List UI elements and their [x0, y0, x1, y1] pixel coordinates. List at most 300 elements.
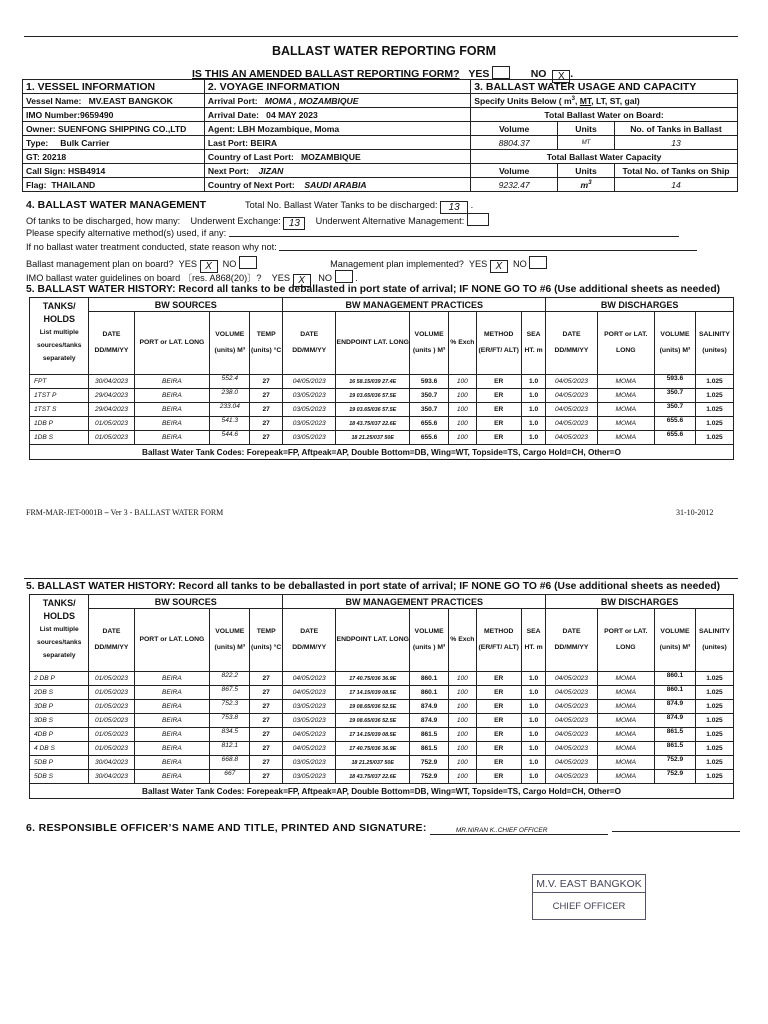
practice-date-cell: 03/05/2023 — [283, 403, 336, 417]
total-discharge-label: Total No. Ballast Water Tanks to be discharged: — [245, 200, 438, 210]
method-cell: ER — [476, 728, 521, 742]
discharge-volume-cell: 861.5 — [654, 742, 695, 756]
discharge-port-cell: MOMA — [597, 728, 654, 742]
discharge-date-cell: 04/05/2023 — [546, 389, 597, 403]
source-temp-header-2: TEMP (units) °C — [250, 609, 283, 672]
discharge-port-cell: MOMA — [597, 403, 654, 417]
volume-header-1: Volume — [471, 122, 558, 136]
discharge-port-cell: MOMA — [597, 431, 654, 445]
stamp-line-2: CHIEF OFFICER — [552, 901, 626, 912]
endpoint-cell: 18 43.75/037 22.6E — [336, 417, 410, 431]
tanks-holds-label: TANKS/ HOLDS — [42, 301, 76, 324]
page2-rule — [24, 578, 738, 579]
exch-cell: 100 — [449, 431, 477, 445]
salinity-cell: 1.025 — [695, 403, 733, 417]
temp-cell: 27 — [250, 728, 283, 742]
discharge-port-header-2: PORT or LAT. LONG — [597, 609, 654, 672]
gt-label: GT: — [26, 151, 40, 162]
source-port-cell: BEIRA — [134, 375, 210, 389]
agent: LBH Mozambique, Moma — [237, 123, 340, 134]
discharge-volume-cell: 655.6 — [654, 431, 695, 445]
source-volume-cell: 753.8 — [210, 714, 250, 728]
practice-date-cell: 03/05/2023 — [283, 389, 336, 403]
agent-label: Agent: — [207, 123, 236, 134]
source-volume-cell: 812.1 — [210, 742, 250, 756]
discharge-volume-cell: 874.9 — [654, 700, 695, 714]
gt-cell — [23, 150, 205, 164]
discharge-date-cell: 04/05/2023 — [546, 728, 597, 742]
exchange-label: Underwent Exchange: — [190, 216, 281, 226]
bw-practices-header-2: BW MANAGEMENT PRACTICES — [283, 595, 546, 609]
table-row — [30, 756, 734, 770]
source-date-header-2: DATE DD/MM/YY — [89, 609, 134, 672]
country-last: MOZAMBIQUE — [301, 151, 361, 162]
vessel-heading: 1. VESSEL INFORMATION — [23, 80, 205, 94]
source-port-cell: BEIRA — [134, 714, 210, 728]
practice-volume-cell: 860.1 — [410, 686, 449, 700]
sea-height-cell: 1.0 — [521, 714, 546, 728]
source-volume-cell: 552.4 — [210, 375, 250, 389]
endpoint-cell: 16 58.15/039 27.4E — [336, 375, 410, 389]
info-table — [22, 79, 738, 192]
units-header-2: Units — [558, 164, 615, 178]
sea-height-cell: 1.0 — [521, 403, 546, 417]
tank-cell: 5DB S — [30, 770, 89, 784]
sea-height-cell: 1.0 — [521, 431, 546, 445]
country-next-cell — [204, 178, 470, 192]
discharge-volume-cell: 752.9 — [654, 770, 695, 784]
salinity-cell: 1.025 — [695, 431, 733, 445]
history-rows-2 — [30, 672, 734, 784]
footer-date: 31-10-2012 — [676, 508, 714, 517]
table-row — [30, 714, 734, 728]
type-label: Type: — [26, 137, 49, 148]
practice-date-cell: 04/05/2023 — [283, 742, 336, 756]
form-title: BALLAST WATER REPORTING FORM — [271, 44, 497, 58]
method-header: METHOD (ER/FT/ ALT) — [476, 312, 521, 375]
exch-cell: 100 — [449, 389, 477, 403]
no-treatment-label: If no ballast water treatment conducted, state reason why not: — [26, 242, 277, 252]
plan-no-checkbox[interactable] — [239, 256, 257, 269]
discharge-port-cell: MOMA — [597, 417, 654, 431]
source-volume-header-2: VOLUME (units) M³ — [210, 609, 250, 672]
footer-code: FRM-MAR-JET-0001B — [26, 508, 103, 517]
discharge-volume-cell: 874.9 — [654, 714, 695, 728]
temp-cell: 27 — [250, 431, 283, 445]
endpoint-cell: 19 08.65/036 52.5E — [336, 700, 410, 714]
imo-label: IMO Number: — [26, 109, 80, 120]
capacity-volume: 9232.47 — [471, 178, 558, 192]
last-port-cell — [204, 136, 470, 150]
practice-date-cell: 04/05/2023 — [283, 686, 336, 700]
last-port: BEIRA — [250, 137, 278, 148]
salinity-cell: 1.025 — [695, 770, 733, 784]
practice-volume-cell: 861.5 — [410, 728, 449, 742]
tank-cell: 2DB S — [30, 686, 89, 700]
officer-signature-line[interactable] — [612, 831, 740, 832]
discharge-date-header-2: DATE DD/MM/YY — [546, 609, 597, 672]
amended-question: IS THIS AN AMENDED BALLAST REPORTING FORM? — [192, 68, 460, 80]
country-last-label: Country of Last Port: — [207, 151, 294, 162]
plan-label: Ballast management plan on board? — [26, 259, 174, 269]
no-treatment-field[interactable] — [279, 250, 697, 251]
practice-volume-cell: 752.9 — [410, 770, 449, 784]
amended-no-checkbox[interactable]: X — [552, 70, 570, 83]
officer-row — [26, 822, 740, 835]
source-date-cell: 30/04/2023 — [89, 770, 134, 784]
country-last-cell — [204, 150, 470, 164]
temp-cell: 27 — [250, 417, 283, 431]
history-table-2 — [29, 594, 734, 799]
salinity-cell: 1.025 — [695, 756, 733, 770]
tanks-holds-label-2: TANKS/ HOLDS — [42, 598, 76, 621]
source-volume-cell: 238.0 — [210, 389, 250, 403]
tanks-header-2: Total No. of Tanks on Ship — [614, 164, 737, 178]
implemented-no-checkbox[interactable] — [529, 256, 547, 269]
discharge-volume-cell: 752.9 — [654, 756, 695, 770]
salinity-cell: 1.025 — [695, 375, 733, 389]
endpoint-cell: 19 08.65/036 52.5E — [336, 714, 410, 728]
footer-code-row — [26, 508, 223, 517]
discharge-date-cell: 04/05/2023 — [546, 431, 597, 445]
practice-date-cell: 03/05/2023 — [283, 417, 336, 431]
tank-cell: 3DB S — [30, 714, 89, 728]
practice-date-cell: 03/05/2023 — [283, 770, 336, 784]
units-suffix: , LT, ST, gal) — [591, 95, 640, 106]
discharge-volume-header: VOLUME (units) M³ — [654, 312, 695, 375]
practice-date-cell: 03/05/2023 — [283, 714, 336, 728]
exch-cell: 100 — [449, 417, 477, 431]
practice-volume-cell: 752.9 — [410, 756, 449, 770]
salinity-cell: 1.025 — [695, 672, 733, 686]
discharge-volume-cell: 860.1 — [654, 672, 695, 686]
salinity-header: SALINITY (unites) — [695, 312, 733, 375]
tank-cell: 1DB S — [30, 431, 89, 445]
exch-header-2: % Exch — [449, 609, 477, 672]
source-volume-cell: 834.5 — [210, 728, 250, 742]
imo-no-checkbox[interactable] — [335, 270, 353, 283]
table-row — [30, 403, 734, 417]
source-volume-cell: 544.6 — [210, 431, 250, 445]
exch-cell: 100 — [449, 686, 477, 700]
owner: SUENFONG SHIPPING CO.,LTD — [58, 123, 187, 134]
source-date-cell: 01/05/2023 — [89, 714, 134, 728]
call-sign-label: Call Sign: — [26, 165, 66, 176]
sea-height-cell: 1.0 — [521, 700, 546, 714]
next-port-cell — [204, 164, 470, 178]
salinity-cell: 1.025 — [695, 728, 733, 742]
exch-cell: 100 — [449, 700, 477, 714]
discharge-port-cell: MOMA — [597, 389, 654, 403]
alt-methods-field[interactable] — [229, 236, 679, 237]
vessel-type: Bulk Carrier — [60, 137, 110, 148]
on-board-volume: 8804.37 — [471, 136, 558, 150]
method-cell: ER — [476, 756, 521, 770]
endpoint-cell: 17 40.75/036 36.9E — [336, 672, 410, 686]
discharge-volume-header-2: VOLUME (units) M³ — [654, 609, 695, 672]
history-heading-2: 5. BALLAST WATER HISTORY: Record all tanks to be deballasted in port state of arrival; IF NONE GO TO #6 (Use additional sheets as needed) — [26, 581, 721, 592]
volume-header-2: Volume — [471, 164, 558, 178]
alt-methods-row — [26, 228, 679, 238]
endpoint-cell: 19 03.65/036 57.5E — [336, 389, 410, 403]
imo-yes-label: YES — [271, 273, 291, 283]
temp-cell: 27 — [250, 403, 283, 417]
practice-date-header: DATE DD/MM/YY — [283, 312, 336, 375]
tank-cell: 5DB P — [30, 756, 89, 770]
practice-date-cell: 03/05/2023 — [283, 756, 336, 770]
flag-cell — [23, 178, 205, 192]
sea-height-header-2: SEA HT. m — [521, 609, 546, 672]
tank-cell: 2 DB P — [30, 672, 89, 686]
source-date-cell: 01/05/2023 — [89, 417, 134, 431]
source-volume-cell: 667 — [210, 770, 250, 784]
table-row — [30, 742, 734, 756]
owner-cell — [23, 122, 205, 136]
on-board-label: Total Ballast Water on Board: — [471, 108, 738, 122]
discharge-port-cell: MOMA — [597, 672, 654, 686]
exch-cell: 100 — [449, 728, 477, 742]
history-heading-1: 5. BALLAST WATER HISTORY: Record all tanks to be deballasted in port state of arrival; IF NONE GO TO #6 (Use additional sheets as needed) — [26, 284, 721, 295]
endpoint-cell: 18 21.25/037 50E — [336, 431, 410, 445]
source-port-header: PORT or LAT. LONG — [134, 312, 210, 375]
flag: THAILAND — [51, 179, 96, 190]
capacity-units-cell — [558, 178, 615, 192]
source-volume-cell: 752.3 — [210, 700, 250, 714]
sea-height-cell: 1.0 — [521, 389, 546, 403]
discharge-port-cell: MOMA — [597, 700, 654, 714]
call-sign-cell — [23, 164, 205, 178]
arrival-date-cell — [204, 108, 470, 122]
sea-height-cell: 1.0 — [521, 417, 546, 431]
table-row — [30, 389, 734, 403]
source-volume-cell: 541.3 — [210, 417, 250, 431]
source-port-cell: BEIRA — [134, 389, 210, 403]
discharge-date-cell: 04/05/2023 — [546, 714, 597, 728]
method-cell: ER — [476, 389, 521, 403]
method-cell: ER — [476, 686, 521, 700]
footer-version: Ver 3 - BALLAST WATER FORM — [110, 508, 224, 517]
voyage-heading: 2. VOYAGE INFORMATION — [204, 80, 470, 94]
endpoint-header-2: ENDPOINT LAT. LONG — [336, 609, 410, 672]
practice-date-cell: 04/05/2023 — [283, 375, 336, 389]
discharge-date-cell: 04/05/2023 — [546, 742, 597, 756]
discharge-volume-cell: 350.7 — [654, 389, 695, 403]
plan-yes-label: YES — [178, 259, 197, 269]
discharge-volume-cell: 655.6 — [654, 417, 695, 431]
discharge-date-cell: 04/05/2023 — [546, 756, 597, 770]
arrival-port-label: Arrival Port: — [207, 95, 258, 106]
table-row — [30, 672, 734, 686]
practice-volume-cell: 350.7 — [410, 389, 449, 403]
implemented-yes-label: YES — [468, 259, 488, 269]
amended-yes-checkbox[interactable] — [492, 66, 510, 79]
discharge-volume-cell: 593.6 — [654, 375, 695, 389]
plan-no-label: NO — [222, 259, 237, 269]
temp-cell: 27 — [250, 756, 283, 770]
bw-discharges-header-2: BW DISCHARGES — [546, 595, 734, 609]
imo-no-label: NO — [318, 273, 333, 283]
salinity-cell: 1.025 — [695, 686, 733, 700]
tank-cell: 3DB P — [30, 700, 89, 714]
source-port-cell: BEIRA — [134, 403, 210, 417]
source-date-cell: 01/05/2023 — [89, 431, 134, 445]
next-port-label: Next Port: — [207, 165, 249, 176]
practice-date-cell: 04/05/2023 — [283, 728, 336, 742]
discharge-date-cell: 04/05/2023 — [546, 770, 597, 784]
units-spec: Specify Units Below ( $m^3$, MT, LT, ST, gal) — [471, 94, 738, 108]
method-cell: ER — [476, 770, 521, 784]
no-treatment-row — [26, 242, 697, 252]
sea-height-cell: 1.0 — [521, 770, 546, 784]
sea-height-header: SEA HT. m — [521, 312, 546, 375]
source-port-header-2: PORT or LAT. LONG — [134, 609, 210, 672]
implemented-no-label: NO — [512, 259, 527, 269]
tank-codes-legend-1: Ballast Water Tank Codes: Forepeak=FP, Aftpeak=AP, Double Bottom=DB, Wing=WT, Topside=TS, Cargo Hold=CH, Other=O — [30, 445, 734, 460]
tank-cell: 4DB P — [30, 728, 89, 742]
imo-cell — [23, 108, 205, 122]
officer-name[interactable]: MR.NIRAN K..CHIEF OFFICER — [430, 827, 608, 835]
table-row — [30, 431, 734, 445]
bw-practices-header: BW MANAGEMENT PRACTICES — [283, 298, 546, 312]
discharge-port-cell: MOMA — [597, 375, 654, 389]
tanks-holds-header — [30, 298, 89, 375]
arrival-date-label: Arrival Date: — [207, 109, 259, 120]
method-cell: ER — [476, 375, 521, 389]
amended-no-label: NO — [530, 68, 547, 80]
officer-label: 6. RESPONSIBLE OFFICER’S NAME AND TITLE, PRINTED AND SIGNATURE: — [26, 822, 427, 834]
temp-cell: 27 — [250, 672, 283, 686]
alt-methods-label: Please specify alternative method(s) used, if any: — [26, 228, 227, 238]
source-port-cell: BEIRA — [134, 686, 210, 700]
source-date-cell: 01/05/2023 — [89, 742, 134, 756]
gt: 20218 — [42, 151, 67, 162]
practice-volume-cell: 655.6 — [410, 417, 449, 431]
source-volume-cell: 822.2 — [210, 672, 250, 686]
source-port-cell: BEIRA — [134, 742, 210, 756]
bw-discharges-header: BW DISCHARGES — [546, 298, 734, 312]
discharge-date-header: DATE DD/MM/YY — [546, 312, 597, 375]
tanks-holds-header-2 — [30, 595, 89, 672]
temp-cell: 27 — [250, 389, 283, 403]
discharge-volume-cell: 861.5 — [654, 728, 695, 742]
practice-volume-cell: 860.1 — [410, 672, 449, 686]
imo-number: 9659490 — [79, 109, 114, 120]
salinity-cell: 1.025 — [695, 700, 733, 714]
exch-cell: 100 — [449, 672, 477, 686]
sea-height-cell: 1.0 — [521, 375, 546, 389]
tanks-holds-sub-2: List multiple sources/tanks separately — [37, 626, 82, 659]
capacity-units-sup: 3 — [588, 179, 592, 186]
history-table-1 — [29, 297, 734, 460]
practice-date-cell: 03/05/2023 — [283, 700, 336, 714]
table-row — [30, 375, 734, 389]
tank-cell: 4 DB S — [30, 742, 89, 756]
salinity-cell: 1.025 — [695, 714, 733, 728]
source-volume-header: VOLUME (units) M³ — [210, 312, 250, 375]
source-port-cell: BEIRA — [134, 417, 210, 431]
exch-cell: 100 — [449, 375, 477, 389]
discharge-port-cell: MOMA — [597, 686, 654, 700]
source-date-cell: 01/05/2023 — [89, 700, 134, 714]
salinity-cell: 1.025 — [695, 389, 733, 403]
how-many-label: Of tanks to be discharged, how many: — [26, 216, 181, 226]
table-row — [30, 700, 734, 714]
source-date-cell: 01/05/2023 — [89, 686, 134, 700]
units-mt: MT — [579, 95, 592, 106]
imo-yes-checkbox[interactable]: X — [293, 274, 311, 287]
endpoint-cell: 17 14.15/039 08.5E — [336, 728, 410, 742]
practice-volume-cell: 861.5 — [410, 742, 449, 756]
plan-yes-checkbox[interactable]: X — [200, 260, 218, 273]
exchange-field[interactable]: 13 — [283, 217, 305, 230]
total-discharge-field[interactable]: 13 — [440, 201, 468, 214]
exch-cell: 100 — [449, 756, 477, 770]
discharge-port-header: PORT or LAT. LONG — [597, 312, 654, 375]
source-date-cell: 01/05/2023 — [89, 672, 134, 686]
temp-cell: 27 — [250, 686, 283, 700]
exch-cell: 100 — [449, 770, 477, 784]
practice-date-cell: 04/05/2023 — [283, 672, 336, 686]
on-board-units: MT — [558, 136, 615, 150]
sea-height-cell: 1.0 — [521, 728, 546, 742]
sea-height-cell: 1.0 — [521, 756, 546, 770]
capacity-units: m — [580, 179, 589, 190]
tank-cell: 1TST P — [30, 389, 89, 403]
source-volume-cell: 867.5 — [210, 686, 250, 700]
source-date-cell: 30/04/2023 — [89, 375, 134, 389]
method-cell: ER — [476, 714, 521, 728]
sea-height-cell: 1.0 — [521, 742, 546, 756]
tanks-header-1: No. of Tanks in Ballast — [614, 122, 737, 136]
bw-sources-header-2: BW SOURCES — [89, 595, 283, 609]
vessel-name-label: Vessel Name: — [26, 95, 82, 106]
practice-volume-header: VOLUME (units ) M³ — [410, 312, 449, 375]
units-header-1: Units — [558, 122, 615, 136]
officer-stamp — [532, 874, 646, 920]
endpoint-cell: 19 03.65/036 57.5E — [336, 403, 410, 417]
capacity-tanks: 14 — [614, 178, 737, 192]
method-cell: ER — [476, 417, 521, 431]
source-date-cell: 29/04/2023 — [89, 403, 134, 417]
discharge-volume-cell: 860.1 — [654, 686, 695, 700]
source-date-cell: 30/04/2023 — [89, 756, 134, 770]
table-row — [30, 686, 734, 700]
endpoint-cell: 18 43.75/037 22.6E — [336, 770, 410, 784]
footer-dash: – — [104, 508, 109, 517]
source-port-cell: BEIRA — [134, 431, 210, 445]
history-rows-1 — [30, 375, 734, 445]
implemented-label: Management plan implemented? — [330, 259, 464, 269]
discharge-date-cell: 04/05/2023 — [546, 700, 597, 714]
method-cell: ER — [476, 742, 521, 756]
call-sign: HSB4914 — [68, 165, 106, 176]
source-volume-cell: 233.04 — [210, 403, 250, 417]
endpoint-header: ENDPOINT LAT. LONG — [336, 312, 410, 375]
practice-volume-cell: 350.7 — [410, 403, 449, 417]
on-board-tanks: 13 — [614, 136, 737, 150]
alt-management-field[interactable] — [467, 213, 489, 226]
bw-sources-header: BW SOURCES — [89, 298, 283, 312]
vessel-name-cell — [23, 94, 205, 108]
tank-codes-legend-2: Ballast Water Tank Codes: Forepeak=FP, Aftpeak=AP, Double Bottom=DB, Wing=WT, Topside=TS, Cargo Hold=CH, Other=O — [30, 784, 734, 799]
implemented-yes-checkbox[interactable]: X — [490, 260, 508, 273]
discharge-volume-cell: 350.7 — [654, 403, 695, 417]
endpoint-cell: 17 14.15/039 08.5E — [336, 686, 410, 700]
sea-height-cell: 1.0 — [521, 686, 546, 700]
discharge-port-cell: MOMA — [597, 714, 654, 728]
exch-header: % Exch — [449, 312, 477, 375]
discharge-date-cell: 04/05/2023 — [546, 686, 597, 700]
